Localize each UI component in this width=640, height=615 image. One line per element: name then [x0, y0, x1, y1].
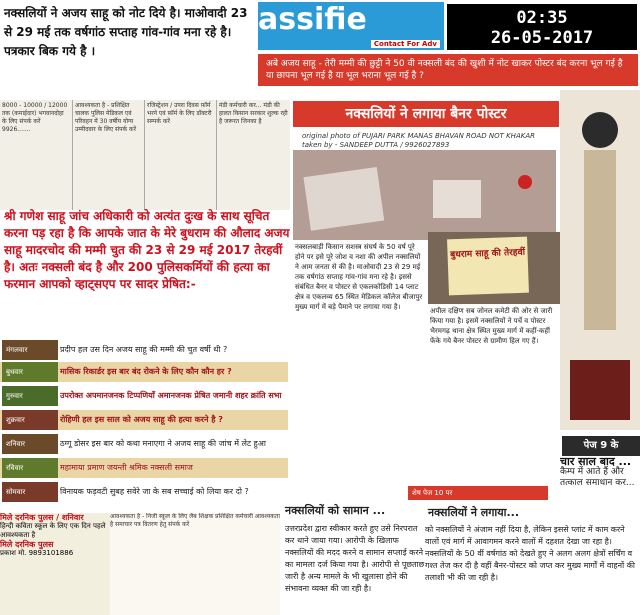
article-body-4: को नक्सलियों ने अंजाम नहीं दिया है, लेकिन इससे प्लांट में काम करने वालों एवं मार्ग में आवागमन करने वालों में दहशत देखा जा रहा है। नक्सलियों के 50 वीं वर्षगांठ को देखते हुए ने अलग अलग क्षेत्रों सर्चिंग व गश्त तेज कर दी है वहीं बैनर-पोस्टर को जप्त कर मुख्य मार्गों में वाहनों की तलाशी भी की जा रही है।: [425, 525, 635, 582]
masthead-banner: [258, 2, 444, 50]
continued-tag: शेष पेज 10 पर: [408, 486, 548, 500]
schedule-day: बुधवार: [2, 362, 58, 382]
time-display: [447, 4, 637, 50]
schedule-day: सोमवार: [2, 482, 58, 502]
schedule-row: [0, 362, 288, 382]
right-column-article: [560, 456, 640, 526]
right-text: कैम्प में आते हैं और तत्काल समाधान कर...: [560, 467, 635, 488]
schedule-day: शनिवार: [2, 434, 58, 454]
schedule-row: [0, 340, 288, 360]
headline-top: नक्सलियों ने अजय साहू को नोट दिये है। माओवादी 23 से 29 मई तक वर्षगांठ सप्ताह गांव-गांव मना रहे है। पत्रकार बिक गये है ।: [4, 6, 248, 58]
schedule-day: रविवार: [2, 458, 58, 478]
poster-photo: [428, 232, 560, 304]
schedule-day: मंगलवार: [2, 340, 58, 360]
ads-column: [0, 513, 110, 615]
schedule-text: विनायक फड़वटी सुबह सवेरे जा के सब सच्चाई को लिया कर दो ?: [60, 487, 249, 496]
ad-title: मिले दरनिक पुलस / शनिवार: [0, 513, 84, 522]
right-headline: चार साल बाद ...: [560, 456, 632, 468]
schedule-row: [0, 434, 288, 454]
banner-photo: [293, 150, 556, 240]
main-headline: नक्सलियों ने लगाया बैनर पोस्टर: [293, 101, 559, 127]
schedule-table: [0, 340, 288, 510]
masthead-text: assifie: [258, 2, 367, 37]
date-text: 26-05-2017: [490, 28, 594, 48]
masthead-sub: Contact For Adv: [371, 40, 440, 48]
classified-col-3: रजिस्ट्रेशन / उपरा दिवस फ़ॉर्म भरने एवं फ़ॉर्म के लिए डॉक्टरी सम्पर्क करें: [144, 100, 216, 210]
classified-col-4: मंडी कर्मचारी कर... मंडी की हालत किसान सरकार शुल्क रही है जरूरत जिनका है: [216, 100, 290, 210]
right-illustration: [560, 90, 640, 430]
banner-photo-image: [293, 150, 556, 240]
photo-credit: original photo of PUJARI PARK MANAS BHAVAN ROAD NOT KHAKAR taken by - SANDEEP DUTTA / 9926027893: [302, 132, 535, 149]
ad-body: हिन्दी कविता स्कूल के लिए एक दिन पहले आवश्यकता है: [0, 522, 106, 539]
poster-text: बुधराम साहू की तेरहवीं: [447, 237, 529, 296]
article-body-3: उत्तरप्रदेश द्वारा स्वीकार करते हुए उसे निरपरात कर थाने जाया गया। आरोपी के खिलाफ नक्सलियों की मदद करने व सामान सप्लाई करने का मामला दर्ज किया गया है। आरोपी से पूछताछ जारी है अन्य मामले के भी खुलासा होने की संभावना व्यक्त की जा रही है।: [285, 524, 425, 593]
classified-col-1: 8000 - 10000 / 12000 तक (कमाईदार) भगवानदोहा के लिए संपर्क करें 9926.......: [2, 102, 68, 133]
schedule-row: [0, 458, 288, 478]
ad-text-column: आवश्यकता है - निजी स्कूल के लिए लैब शिक्षक प्रशिक्षित कर्मचारी आवश्यकता है समाचार पत्र वितरण हेतु संपर्क करें: [110, 513, 280, 615]
subheadline-2: नक्सलियों ने लगाया...: [428, 506, 520, 519]
schedule-text: ठग्गू डोसर इस बार को कथा मनाएगा ने अजय साहू की जांच में लेट हुआ: [60, 439, 266, 448]
classified-columns: [0, 100, 290, 210]
figure-illustration: [560, 90, 640, 430]
ad-body: प्रकाश मो. 9893101886: [0, 549, 74, 557]
schedule-text: मासिक रिकार्डर इस बार बंद रोकने के लिए कौन कौन हर ?: [60, 367, 232, 376]
schedule-text: रोहिणी हल इस साल को अजय साहू की हत्या करने है ?: [60, 415, 223, 424]
schedule-row: [0, 410, 288, 430]
schedule-text: प्रदीप हल उस दिन अजय साहू की मम्मी की चुत वर्षी थी ?: [60, 345, 228, 354]
subheadline-1: नक्सलियों को सामान ...: [285, 504, 386, 517]
schedule-row: [0, 386, 288, 406]
schedule-row: [0, 482, 288, 502]
article-body-1: नक्सलबाड़ी किसान सशस्त्र संघर्ष के 50 वर्ष पूरे होने पर इसे पूरे जोश व नशा की अपील नक्सलियों ने आम जनता से की है। माओवादी 23 से 29 मई तक वर्षगांठ सप्ताह गांव-गांव मना रहे है। इससे संबंधित बैनर व पोस्टर से एकलकोडिसी 14 प्लाट क्षेत्र व एकलव्य 65 स्थित मेडिकल कॉलेज बीजापुर मुख्य मार्ग में बड़े पैमाने पर लगाया गया है।: [295, 243, 423, 311]
schedule-day: शुक्रवार: [2, 410, 58, 430]
red-ticker: अबे अजय साहू - तेरी मम्मी की छुट्टी ने 50 वी नक्सली बंद की खुशी में नोट खाकर पोस्टर बंद करना भूल गई है या छापना भूल गई है या भूल भराना भूल गई है ?: [258, 54, 638, 86]
red-overlay-note: श्री गणेश साहू जांच अधिकारी को अत्यंत दुःख के साथ सूचित करना पड़ रहा है कि आपके जात के मेरे बुधराम की औलाद अजय साहू मादरचोद की मम्मी चुत की 23 से 29 मई 2017 तेरहवीं है। अतः नक्सली बंद है और 200 पुलिसकर्मियों की हत्या का फरमान आपको व्हाट्सएप पर सादर प्रेषित:-: [4, 209, 290, 291]
schedule-text: उपरोक्त अपमानजनक टिप्पणियाँ अमानजनक प्रेषित जमानी शहर क्रांति सभा: [60, 391, 282, 400]
time-text: 02:35: [516, 8, 568, 28]
ad-title: मिले दरनिक पुलस: [0, 540, 54, 549]
classified-col-2: आवश्यकता है - प्रशिक्षित चालक पुलिस मेडिकल एवं परिवहन में 30 वर्षीय योग्य उम्मीदवार के लिए संपर्क करें: [72, 100, 144, 210]
schedule-text: महामाया प्रमाण जयन्ती श्रमिक नक्सली समाज: [60, 463, 193, 472]
page-9-tag: पेज 9 के: [562, 436, 640, 456]
article-body-2: अपील दक्षिण सब जोनल कमेटी की ओर से जारी किया गया है। इसमें नक्सलियों ने पर्चे व पोस्टर भैरमगढ़ थाना क्षेत्र स्थित मुख्य मार्ग में कहीं-कहीं फेंके गये बैनर पोस्टर से ग्रामीण हिल गए हैं।: [430, 307, 553, 345]
schedule-day: गुरुवार: [2, 386, 58, 406]
